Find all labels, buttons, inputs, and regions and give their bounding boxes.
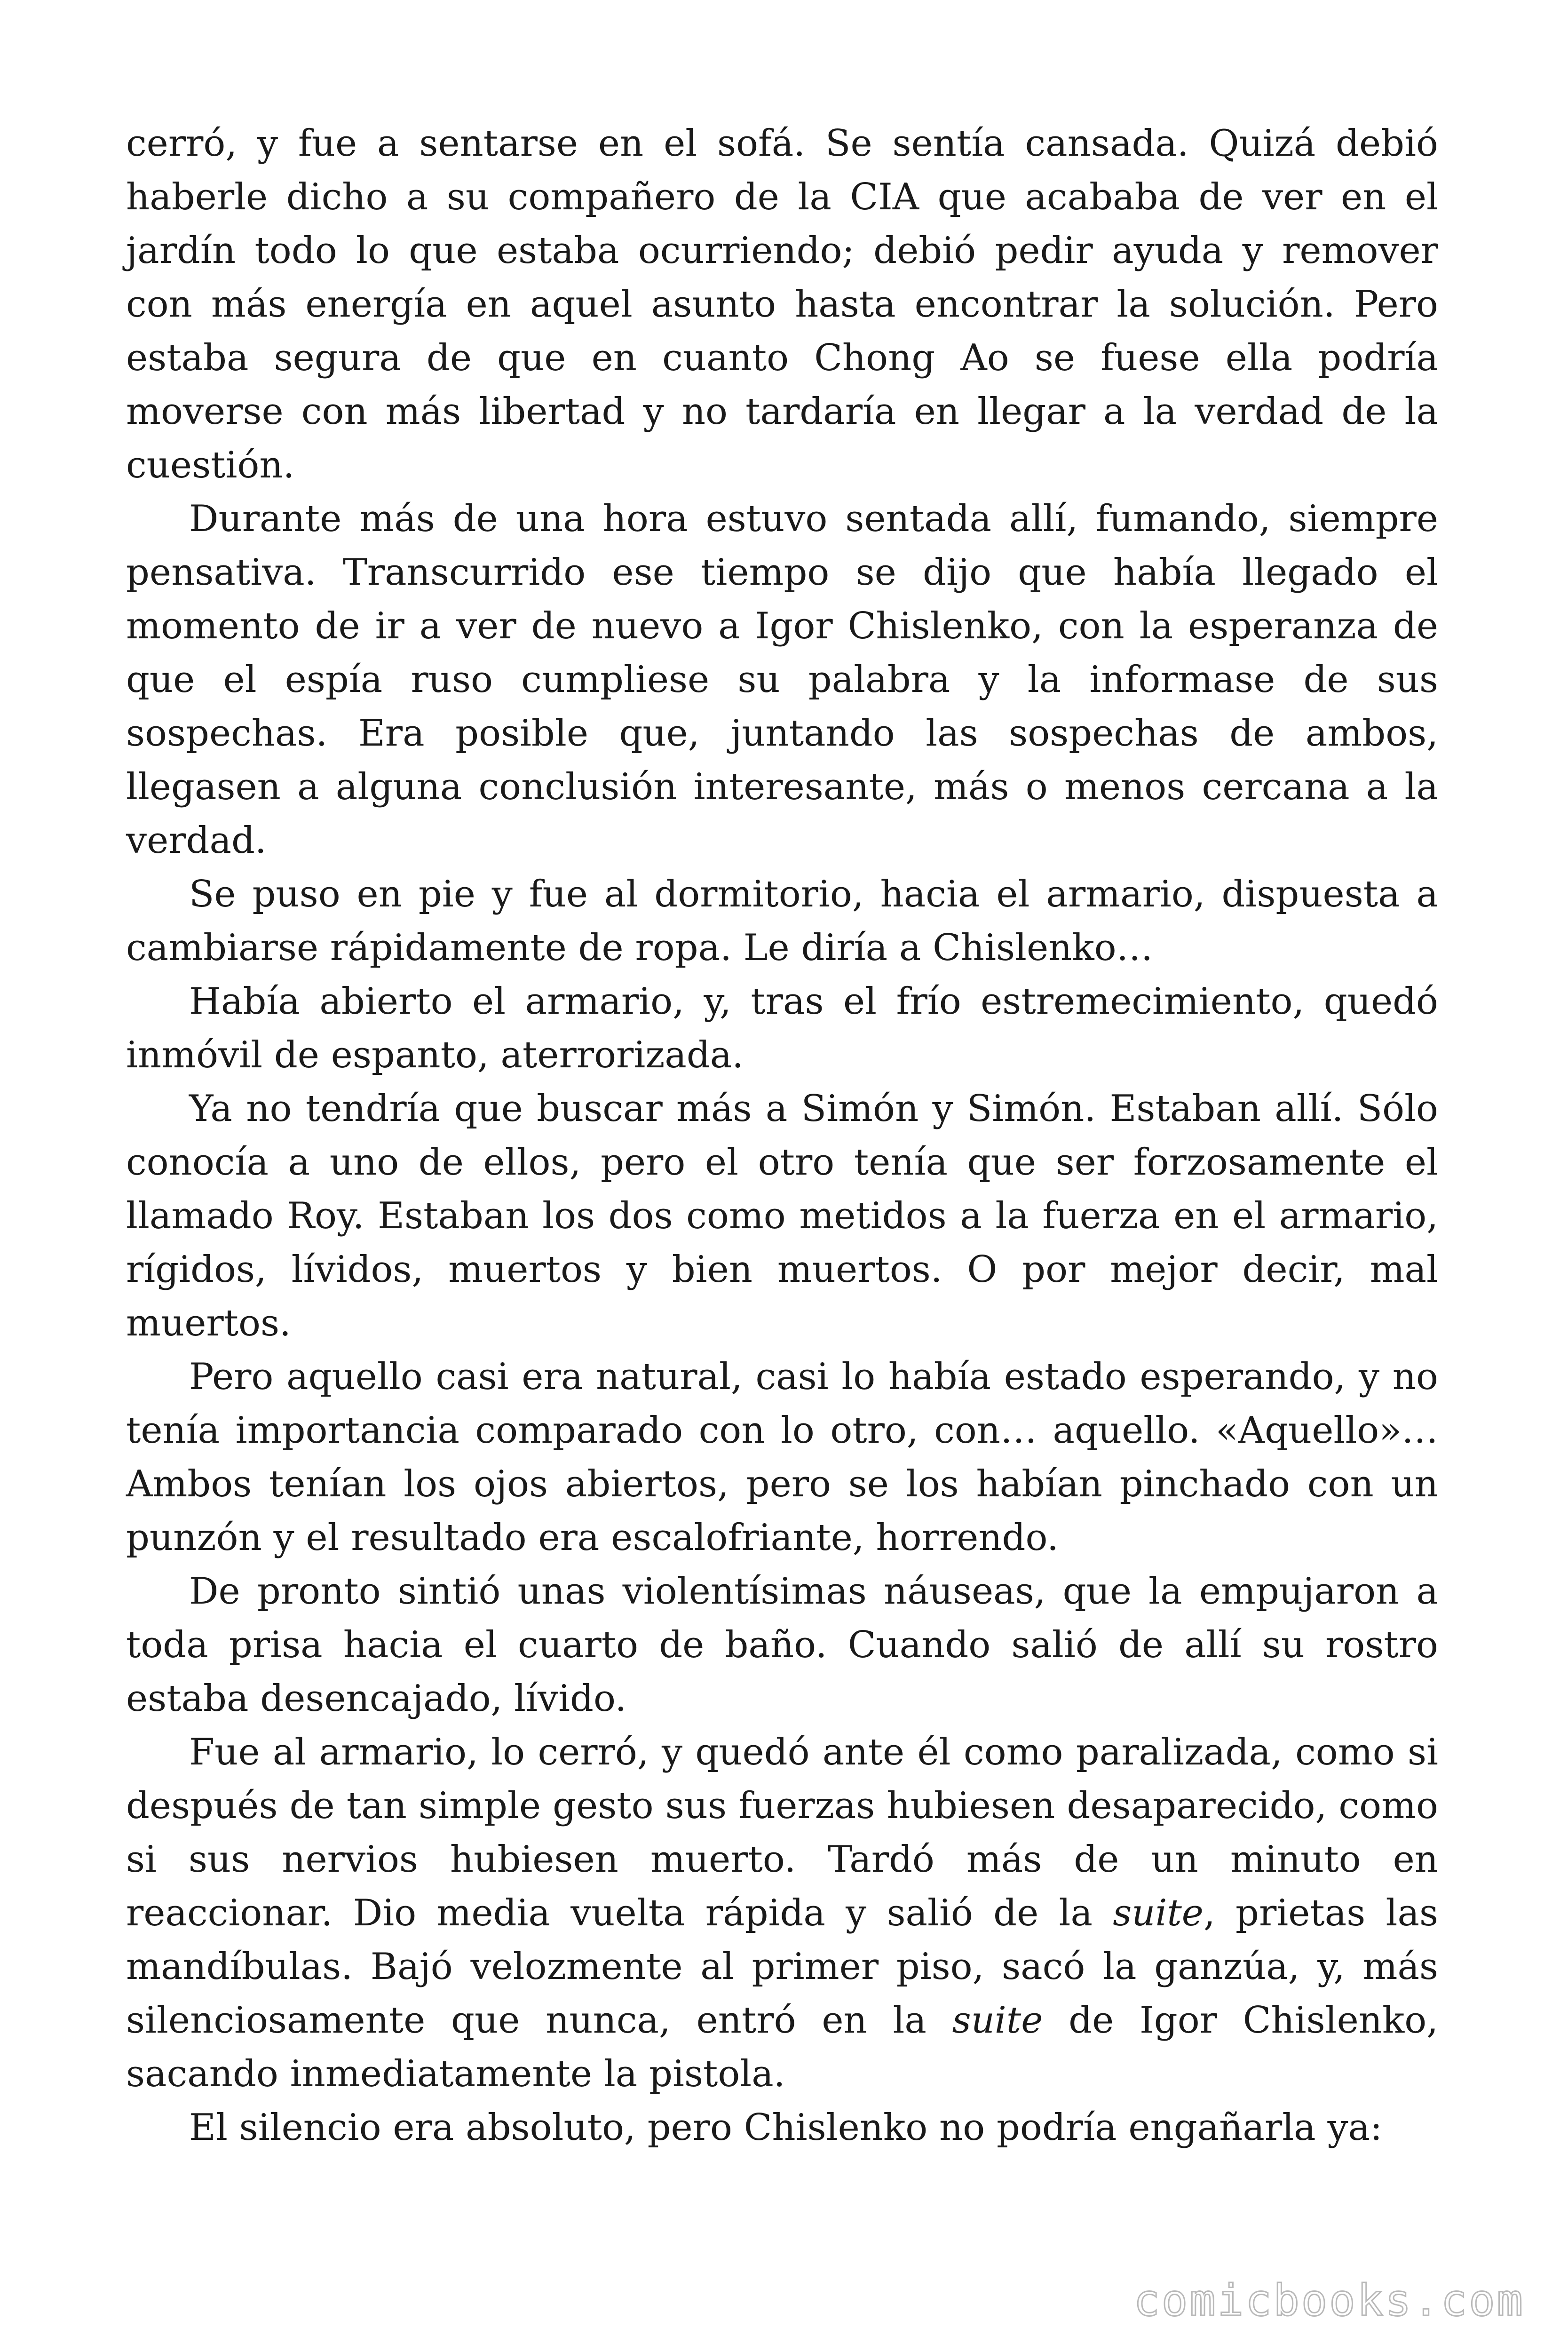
paragraph-text: Se puso en pie y fue al dormitorio, hacia el armario, dispuesta a cambiarse rápidamente de ropa. Le diría a Chislenko…	[126, 873, 1438, 969]
paragraph-text: Fue al armario, lo cerró, y quedó ante él como paralizada, como si después de tan simple gesto sus fuerzas hubiesen desaparecido, como si sus nervios hubiesen muerto. Tardó más de un minuto en reaccionar. Dio media vuelta rápida y salió de la	[126, 1731, 1438, 1934]
paragraph	[126, 492, 1438, 867]
paragraph	[126, 1350, 1438, 1565]
paragraph-text: cerró, y fue a sentarse en el sofá. Se sentía cansada. Quizá debió haberle dicho a su compañero de la CIA que acababa de ver en el jardín todo lo que estaba ocurriendo; debió pedir ayuda y remover con más energía en aquel asunto hasta encontrar la solución. Pero estaba segura de que en cuanto Chong Ao se fuese ella podría moverse con más libertad y no tardaría en llegar a la verdad de la cuestión.	[126, 122, 1438, 486]
paragraph	[126, 1725, 1438, 2101]
paragraph-text: , prietas las mandíbulas. Bajó velozmente al primer piso, sacó la ganzúa, y, más silenciosamente que nunca, entró en la	[126, 1892, 1438, 2042]
paragraph-text: De pronto sintió unas violentísimas náuseas, que la empujaron a toda prisa hacia el cuarto de baño. Cuando salió de allí su rostro estaba desencajado, lívido.	[126, 1570, 1438, 1720]
paragraph-text: de Igor Chislenko, sacando inmediatamente la pistola.	[126, 1999, 1438, 2095]
italic-text: suite	[952, 1999, 1043, 2042]
italic-text: suite	[1113, 1892, 1204, 1934]
paragraph	[126, 867, 1438, 975]
paragraph	[126, 1082, 1438, 1350]
paragraph	[126, 2101, 1438, 2154]
site-watermark: comicbooks.com	[1133, 2275, 1525, 2326]
paragraph-text: El silencio era absoluto, pero Chislenko no podría engañarla ya:	[189, 2106, 1383, 2149]
paragraph-text: Había abierto el armario, y, tras el frío estremecimiento, quedó inmóvil de espanto, aterrorizada.	[126, 980, 1438, 1076]
paragraph-text: Pero aquello casi era natural, casi lo había estado esperando, y no tenía importancia comparado con lo otro, con… aquello. «Aquello»… Ambos tenían los ojos abiertos, pero se los habían pinchado con un punzón y el resultado era escalofriante, horrendo.	[126, 1356, 1438, 1559]
paragraph-text: Ya no tendría que buscar más a Simón y Simón. Estaban allí. Sólo conocía a uno de ellos, pero el otro tenía que ser forzosamente el llamado Roy. Estaban los dos como metidos a la fuerza en el armario, rígidos, lívidos, muertos y bien muertos. O por mejor decir, mal muertos.	[126, 1088, 1438, 1344]
paragraph	[126, 117, 1438, 492]
paragraph	[126, 975, 1438, 1082]
book-page-text	[126, 117, 1438, 2154]
paragraph-text: Durante más de una hora estuvo sentada allí, fumando, siempre pensativa. Transcurrido ese tiempo se dijo que había llegado el momento de ir a ver de nuevo a Igor Chislenko, con la esperanza de que el espía ruso cumpliese su palabra y la informase de sus sospechas. Era posible que, juntando las sospechas de ambos, llegasen a alguna conclusión interesante, más o menos cercana a la verdad.	[126, 498, 1438, 862]
paragraph	[126, 1565, 1438, 1725]
